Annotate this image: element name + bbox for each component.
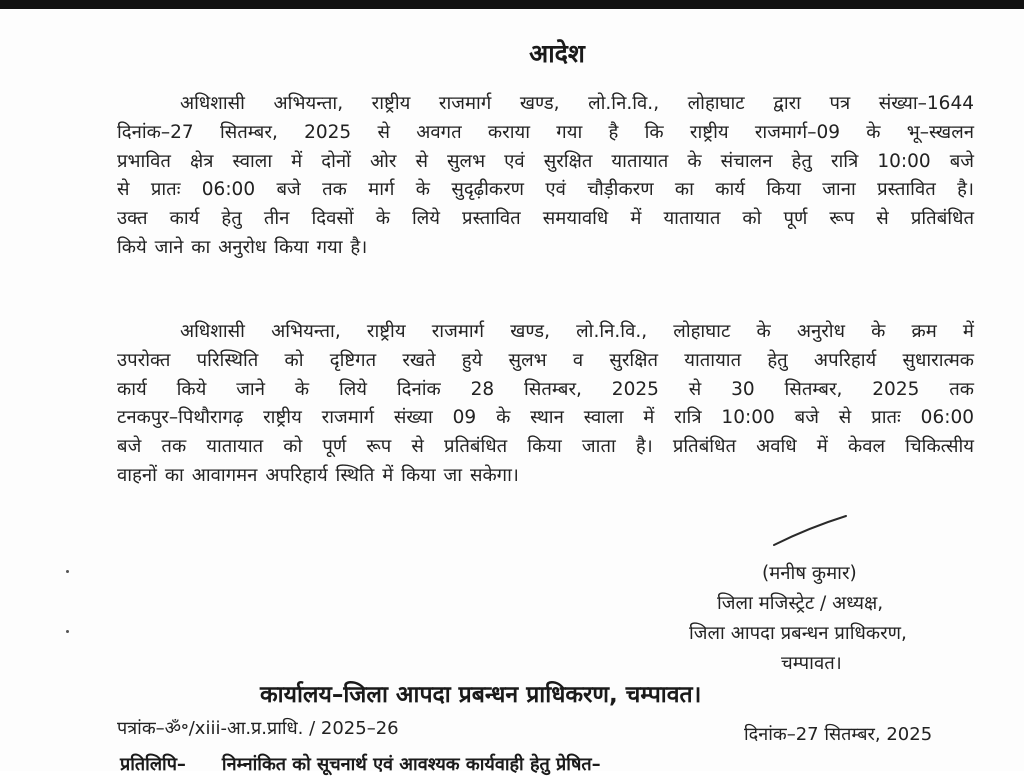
paragraph-2-line: अधिशासी अभियन्ता, राष्ट्रीय राजमार्ग खण्ड, लो.नि.वि., लोहाघाट के अनुरोध के क्रम में (180, 321, 974, 342)
scan-speck (66, 570, 69, 573)
paragraph-2 (117, 318, 974, 491)
signatory-designation: जिला मजिस्ट्रेट / अध्यक्ष, (717, 593, 884, 614)
scan-speck (66, 630, 69, 633)
letter-number: पत्रांक–ॐ॰/xiii-आ.प्र.प्राधि. / 2025–26 (117, 718, 399, 739)
paragraph-1-line: प्रभावित क्षेत्र स्वाला में दोनों ओर से सुलभ एवं सुरक्षित यातायात के संचालन हेतु रात्रि 10:00 बजे (117, 150, 974, 172)
paragraph-2-line: उपरोक्त परिस्थिति को दृष्टिगत रखते हुये सुलभ व सुरक्षित यातायात हेतु अपरिहार्य सुधारात्मक (117, 349, 974, 371)
paragraph-1-line: उक्त कार्य हेतु तीन दिवसों के लिये प्रस्तावित समयावधि में यातायात को पूर्ण रूप से प्रतिबंधित (117, 208, 974, 230)
top-dark-band (0, 0, 1024, 9)
signatory-place: चम्पावत। (781, 653, 842, 674)
paragraph-2-line: टनकपुर–पिथौरागढ़ राष्ट्रीय राजमार्ग संख्या 09 के स्थान स्वाला में रात्रि 10:00 बजे से प्रातः 06:00 (117, 407, 974, 429)
letter-date: दिनांक–27 सितम्बर, 2025 (744, 724, 933, 745)
paragraph-2-line: बजे तक यातायात को पूर्ण रूप से प्रतिबंधित किया जाता है। प्रतिबंधित अवधि में केवल चिकित्सीय (117, 436, 974, 458)
paragraph-2-line: वाहनों का आवागमन अपरिहार्य स्थिति में किया जा सकेगा। (117, 464, 519, 486)
paragraph-1-line: से प्रातः 06:00 बजे तक मार्ग के सुदृढ़ीकरण एवं चौड़ीकरण का कार्य किया जाना प्रस्तावित है। (117, 179, 974, 201)
signatory-authority: जिला आपदा प्रबन्धन प्राधिकरण, (689, 623, 907, 644)
paragraph-1 (117, 90, 974, 263)
paragraph-2-line: कार्य किये जाने के लिये दिनांक 28 सितम्बर, 2025 से 30 सितम्बर, 2025 तक (117, 378, 974, 400)
copy-label: प्रतिलिपि– (120, 754, 186, 775)
copy-text: निम्नांकित को सूचनार्थ एवं आवश्यक कार्यवाही हेतु प्रेषित– (221, 754, 601, 775)
paragraph-1-line: अधिशासी अभियन्ता, राष्ट्रीय राजमार्ग खण्ड, लो.नि.वि., लोहाघाट द्वारा पत्र संख्या–1644 (180, 93, 974, 114)
office-heading: कार्यालय–जिला आपदा प्रबन्धन प्राधिकरण, चम्पावत। (260, 682, 702, 708)
signature-mark (770, 512, 850, 548)
signatory-name: (मनीष कुमार) (762, 563, 857, 584)
paragraph-1-line: दिनांक–27 सितम्बर, 2025 से अवगत कराया गया है कि राष्ट्रीय राजमार्ग–09 के भू–स्खलन (117, 121, 974, 143)
paragraph-1-line: किये जाने का अनुरोध किया गया है। (117, 236, 368, 258)
order-heading: आदेश (529, 39, 585, 68)
copy-to-line (120, 752, 601, 776)
